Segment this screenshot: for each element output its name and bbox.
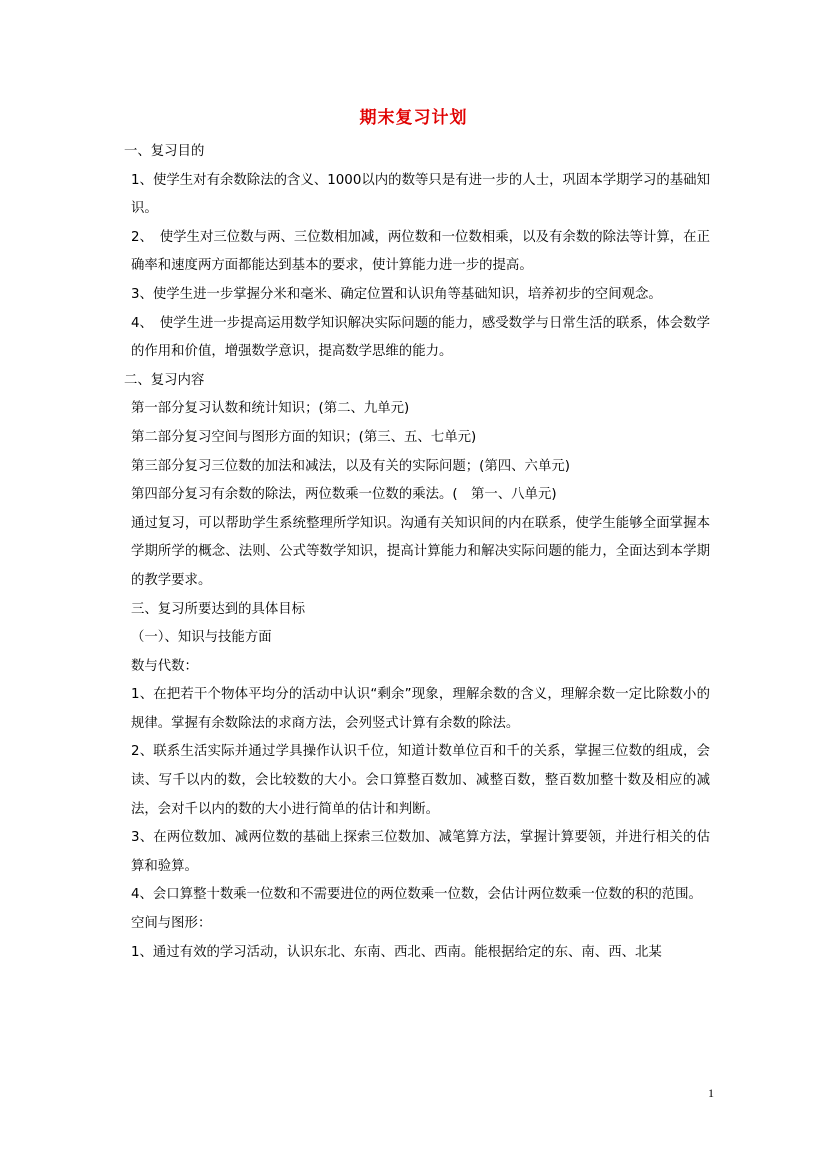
paragraph: 第四部分复习有余数的除法，两位数乘一位数的乘法。( 第一、八单元): [131, 487, 557, 503]
subsection-label: 空间与图形：: [131, 916, 212, 932]
paragraph: 3、在两位数加、减两位数的基础上探索三位数加、减笔算方法，掌握计算要领，并进行相关的估算和验算。: [131, 830, 710, 874]
paragraph: 1、使学生对有余数除法的含义、1000以内的数等只是有进一步的人士，巩固本学期学习的基础知识。: [131, 172, 710, 217]
paragraph: 4、 使学生进一步提高运用数学知识解决实际问题的能力，感受数学与日常生活的联系，体会数学的作用和价值，增强数学意识，提高数学思维的能力。: [131, 315, 710, 360]
section-heading-1: 一、复习目的: [124, 144, 205, 159]
document-body: [117, 138, 710, 967]
paragraph: 2、联系生活实际并通过学具操作认识千位，知道计数单位百和千的关系，掌握三位数的组成，会读、写千以内的数，会比较数的大小。会口算整百数加、减整百数，整百数加整十数及相应的减法，会对千以内的数的大小进行简单的估计和判断。: [131, 744, 710, 817]
paragraph: 通过复习，可以帮助学生系统整理所学知识。沟通有关知识间的内在联系，使学生能够全面掌握本学期所学的概念、法则、公式等数学知识，提高计算能力和解决实际问题的能力，全面达到本学期的教学要求。: [131, 515, 710, 588]
paragraph: 第三部分复习三位数的加法和减法，以及有关的实际问题；(第四、六单元): [131, 458, 570, 474]
paragraph: 4、会口算整十数乘一位数和不需要进位的两位数乘一位数，会估计两位数乘一位数的积的范围。: [131, 887, 702, 903]
section-heading-2: 二、复习内容: [124, 372, 205, 388]
paragraph: 1、在把若干个物体平均分的活动中认识“剩余”现象，理解余数的含义，理解余数一定比除数小的规律。掌握有余数除法的求商方法，会列竖式计算有余数的除法。: [131, 687, 710, 731]
section-heading-3: 三、复习所要达到的具体目标: [131, 601, 306, 617]
subsection-label: 数与代数：: [131, 658, 198, 674]
paragraph: 第二部分复习空间与图形方面的知识；(第三、五、七单元): [131, 429, 477, 445]
paragraph: 第一部分复习认数和统计知识；(第二、九单元): [131, 401, 410, 417]
paragraph: 2、 使学生对三位数与两、三位数相加减，两位数和一位数相乘，以及有余数的除法等计算，在正确率和速度两方面都能达到基本的要求，使计算能力进一步的提高。: [131, 229, 710, 274]
document-title: 期末复习计划: [359, 108, 468, 128]
paragraph: 1、通过有效的学习活动，认识东北、东南、西北、西南。能根据给定的东、南、西、北某: [131, 944, 662, 960]
subsection-heading: （一）、知识与技能方面: [131, 630, 272, 646]
paragraph: 3、使学生进一步掌握分米和毫米、确定位置和认识角等基础知识，培养初步的空间观念。: [131, 286, 662, 302]
page-number: 1: [708, 1086, 714, 1100]
